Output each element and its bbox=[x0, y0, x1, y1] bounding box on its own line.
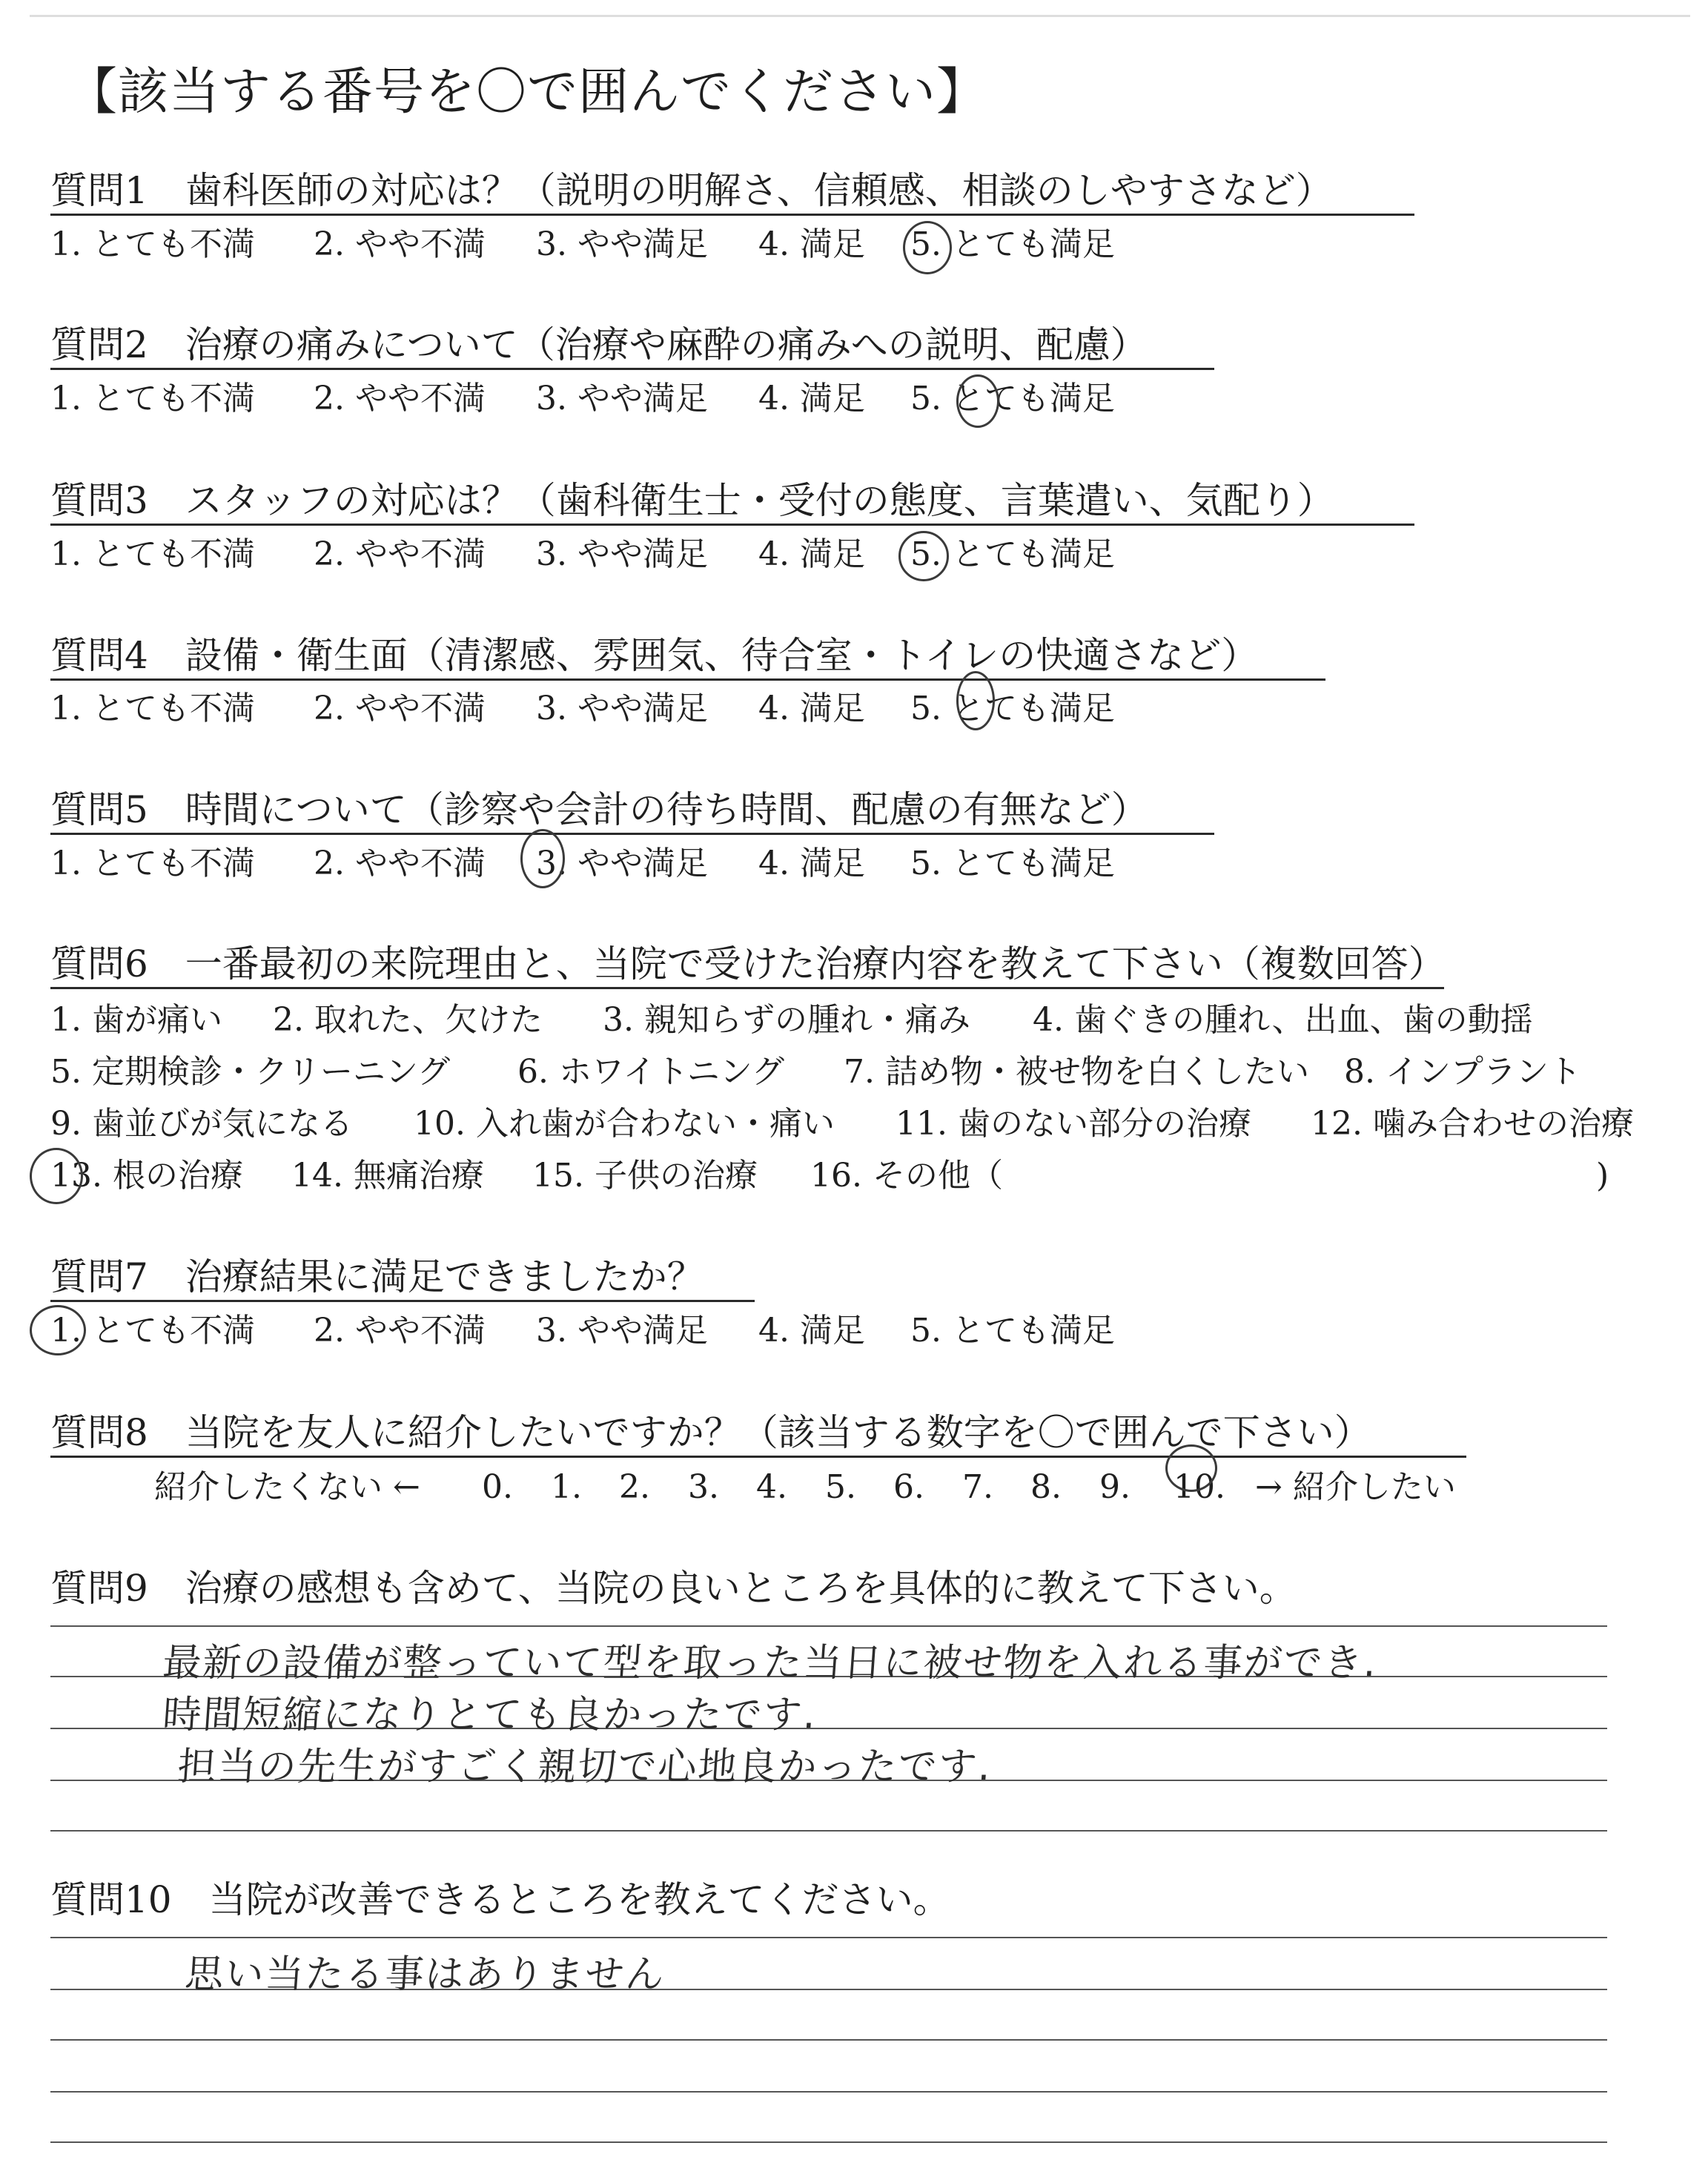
q7-selection-circle bbox=[30, 1305, 86, 1355]
q8-scale-1[interactable]: 1. bbox=[551, 1468, 582, 1506]
q8-scale-2[interactable]: 2. bbox=[619, 1468, 650, 1506]
question-8: 質問8 当院を友人に紹介したいですか？（該当する数字を〇で囲んで下さい） bbox=[50, 1411, 1371, 1454]
q6-option-1[interactable]: 1. 歯が痛い bbox=[50, 1001, 222, 1039]
q1-option-1[interactable]: 1. とても不満 bbox=[50, 225, 255, 263]
q6-option-7[interactable]: 7. 詰め物・被せ物を白くしたい bbox=[844, 1053, 1309, 1091]
question-1: 質問1 歯科医師の対応は？（説明の明解さ、信頼感、相談のしやすさなど） bbox=[50, 169, 1333, 212]
question-7: 質問7 治療結果に満足できましたか？ bbox=[50, 1255, 704, 1298]
q9-answer-line-1: 最新の設備が整っていて型を取った当日に被せ物を入れる事ができ. bbox=[161, 1641, 1380, 1685]
q3-option-2[interactable]: 2. やや不満 bbox=[314, 535, 486, 573]
question-6: 質問6 一番最初の来院理由と、当院で受けた治療内容を教えて下さい（複数回答） bbox=[50, 942, 1446, 985]
q6-selection-circle bbox=[30, 1148, 83, 1204]
q7-option-3[interactable]: 3. やや満足 bbox=[536, 1312, 708, 1350]
q2-option-1[interactable]: 1. とても不満 bbox=[50, 380, 255, 417]
q2-option-4[interactable]: 4. 満足 bbox=[758, 380, 865, 417]
q5-option-1[interactable]: 1. とても不満 bbox=[50, 845, 255, 882]
q4-option-1[interactable]: 1. とても不満 bbox=[50, 690, 255, 727]
q2-option-3[interactable]: 3. やや満足 bbox=[536, 380, 708, 417]
question-10: 質問10 当院が改善できるところを教えてください。 bbox=[50, 1878, 950, 1921]
q1-option-2[interactable]: 2. やや不満 bbox=[314, 225, 486, 263]
q5-selection-circle bbox=[520, 829, 565, 888]
q6-option-13[interactable]: 13. 根の治療 bbox=[50, 1157, 243, 1195]
q6-option-6[interactable]: 6. ホワイトニング bbox=[517, 1053, 785, 1091]
q10-ruled-line bbox=[50, 2091, 1607, 2093]
question-9: 質問9 治療の感想も含めて、当院の良いところを具体的に教えて下さい。 bbox=[50, 1567, 1297, 1610]
q3-option-5[interactable]: 5. とても満足 bbox=[910, 535, 1115, 573]
top-border bbox=[30, 15, 1690, 17]
q10-ruled-line bbox=[50, 2039, 1607, 2041]
question-1-underline bbox=[50, 214, 1414, 216]
q10-ruled-line bbox=[50, 2141, 1607, 2143]
q8-left-label: 紹介したくない ← bbox=[154, 1468, 420, 1506]
q9-ruled-line bbox=[50, 1625, 1607, 1627]
question-6-underline bbox=[50, 987, 1444, 989]
q10-answer-line-1: 思い当たる事はありません bbox=[183, 1952, 667, 1997]
q6-option-11[interactable]: 11. 歯のない部分の治療 bbox=[896, 1105, 1251, 1143]
question-3: 質問3 スタッフの対応は？（歯科衛生士・受付の態度、言葉遣い、気配り） bbox=[50, 479, 1334, 522]
q1-option-3[interactable]: 3. やや満足 bbox=[536, 225, 708, 263]
q4-option-2[interactable]: 2. やや不満 bbox=[314, 690, 486, 727]
q7-option-1[interactable]: 1. とても不満 bbox=[50, 1312, 255, 1350]
q1-selection-circle bbox=[903, 221, 952, 274]
question-7-underline bbox=[50, 1300, 755, 1302]
question-8-underline bbox=[50, 1456, 1466, 1458]
q6-option-9[interactable]: 9. 歯並びが気になる bbox=[50, 1105, 353, 1143]
question-4: 質問4 設備・衛生面（清潔感、雰囲気、待合室・トイレの快適さなど） bbox=[50, 634, 1259, 677]
q7-option-2[interactable]: 2. やや不満 bbox=[314, 1312, 486, 1350]
q8-scale-0[interactable]: 0. bbox=[482, 1468, 513, 1506]
question-5-underline bbox=[50, 833, 1214, 835]
question-5: 質問5 時間について（診察や会計の待ち時間、配慮の有無など） bbox=[50, 788, 1148, 831]
q5-option-4[interactable]: 4. 満足 bbox=[758, 845, 865, 882]
q2-selection-circle bbox=[956, 374, 999, 428]
q8-scale-9[interactable]: 9. bbox=[1099, 1468, 1131, 1506]
q1-option-5[interactable]: 5. とても満足 bbox=[910, 225, 1115, 263]
q3-selection-circle bbox=[898, 531, 949, 581]
q8-scale-7[interactable]: 7. bbox=[962, 1468, 993, 1506]
q8-scale-6[interactable]: 6. bbox=[893, 1468, 924, 1506]
q1-option-4[interactable]: 4. 満足 bbox=[758, 225, 865, 263]
question-3-underline bbox=[50, 524, 1414, 526]
q9-answer-line-3: 担当の先生がすごく親切で心地良かったです. bbox=[176, 1745, 994, 1789]
q4-option-5[interactable]: 5. とても満足 bbox=[910, 690, 1115, 727]
q2-option-2[interactable]: 2. やや不満 bbox=[314, 380, 486, 417]
q6-option-8[interactable]: 8. インプラント bbox=[1344, 1053, 1581, 1091]
q6-option-15[interactable]: 15. 子供の治療 bbox=[532, 1157, 758, 1195]
q10-ruled-line bbox=[50, 1937, 1607, 1938]
page-title: 【該当する番号を〇で囲んでください】 bbox=[67, 63, 988, 122]
q8-scale-4[interactable]: 4. bbox=[756, 1468, 787, 1506]
q8-selection-circle bbox=[1165, 1444, 1217, 1492]
question-4-underline bbox=[50, 678, 1325, 681]
q9-ruled-line bbox=[50, 1830, 1607, 1832]
q3-option-3[interactable]: 3. やや満足 bbox=[536, 535, 708, 573]
q7-option-4[interactable]: 4. 満足 bbox=[758, 1312, 865, 1350]
q8-scale-8[interactable]: 8. bbox=[1030, 1468, 1062, 1506]
q9-answer-line-2: 時間短縮になりとても良かったです. bbox=[161, 1693, 819, 1737]
q6-option-16[interactable]: 16. その他（ bbox=[810, 1157, 1003, 1195]
q8-scale-3[interactable]: 3. bbox=[688, 1468, 719, 1506]
q4-option-4[interactable]: 4. 満足 bbox=[758, 690, 865, 727]
q4-option-3[interactable]: 3. やや満足 bbox=[536, 690, 708, 727]
q6-option-3[interactable]: 3. 親知らずの腫れ・痛み bbox=[603, 1001, 970, 1039]
q6-option-5[interactable]: 5. 定期検診・クリーニング bbox=[50, 1053, 451, 1091]
q4-selection-circle bbox=[956, 671, 995, 730]
q8-scale-5[interactable]: 5. bbox=[825, 1468, 856, 1506]
q7-option-5[interactable]: 5. とても満足 bbox=[910, 1312, 1115, 1350]
q6-option-16-close-paren: ) bbox=[1596, 1157, 1609, 1195]
q5-option-3[interactable]: 3. やや満足 bbox=[536, 845, 708, 882]
q6-option-2[interactable]: 2. 取れた、欠けた bbox=[273, 1001, 543, 1039]
q6-option-4[interactable]: 4. 歯ぐきの腫れ、出血、歯の動揺 bbox=[1033, 1001, 1533, 1039]
q8-scale-10[interactable]: 10. bbox=[1174, 1468, 1225, 1506]
question-2: 質問2 治療の痛みについて（治療や麻酔の痛みへの説明、配慮） bbox=[50, 323, 1148, 366]
q2-option-5[interactable]: 5. とても満足 bbox=[910, 380, 1115, 417]
q8-right-label: → 紹介したい bbox=[1255, 1468, 1456, 1506]
q5-option-5[interactable]: 5. とても満足 bbox=[910, 845, 1115, 882]
q3-option-1[interactable]: 1. とても不満 bbox=[50, 535, 255, 573]
q6-option-12[interactable]: 12. 噛み合わせの治療 bbox=[1311, 1105, 1634, 1143]
q6-option-10[interactable]: 10. 入れ歯が合わない・痛い bbox=[414, 1105, 835, 1143]
q6-option-14[interactable]: 14. 無痛治療 bbox=[291, 1157, 484, 1195]
q5-option-2[interactable]: 2. やや不満 bbox=[314, 845, 486, 882]
question-2-underline bbox=[50, 368, 1214, 370]
q3-option-4[interactable]: 4. 満足 bbox=[758, 535, 865, 573]
